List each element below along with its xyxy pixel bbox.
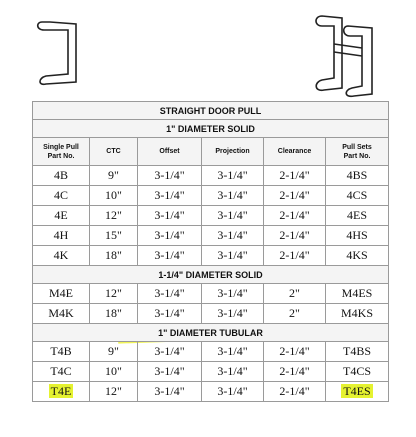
table-cell: 10" <box>90 186 138 206</box>
table-title: STRAIGHT DOOR PULL <box>33 102 389 120</box>
door-pull-spec-table <box>32 101 389 402</box>
table-cell: 3-1/4" <box>202 304 264 324</box>
table-cell: M4KS <box>326 304 389 324</box>
table-cell: 4H <box>33 226 90 246</box>
table-cell: 12" <box>90 284 138 304</box>
table-cell: 2-1/4" <box>264 206 326 226</box>
table-row <box>33 284 389 304</box>
table-cell: T4C <box>33 362 90 382</box>
table-cell: 9" <box>90 166 138 186</box>
table-cell: 3-1/4" <box>138 166 202 186</box>
table-cell: 3-1/4" <box>138 382 202 402</box>
table-cell: 4CS <box>326 186 389 206</box>
table-cell: 4ES <box>326 206 389 226</box>
table-cell: T4CS <box>326 362 389 382</box>
table-cell: 15" <box>90 226 138 246</box>
table-row <box>33 342 389 362</box>
table-cell: M4K <box>33 304 90 324</box>
table-cell: 3-1/4" <box>202 166 264 186</box>
table-cell: 2-1/4" <box>264 186 326 206</box>
column-header-row <box>33 138 389 166</box>
table-cell: 3-1/4" <box>202 206 264 226</box>
table-cell: 3-1/4" <box>202 246 264 266</box>
table-cell: 12" <box>90 206 138 226</box>
single-pull-illustration <box>28 12 88 92</box>
table-row <box>33 382 389 402</box>
section-heading: 1" DIAMETER TUBULAR <box>33 324 389 342</box>
table-cell: 18" <box>90 246 138 266</box>
table-cell: 3-1/4" <box>138 206 202 226</box>
table-cell: M4ES <box>326 284 389 304</box>
table-cell: 9" <box>90 342 138 362</box>
table-cell: 18" <box>90 304 138 324</box>
column-header: Clearance <box>264 138 326 166</box>
table-row <box>33 226 389 246</box>
table-cell: 3-1/4" <box>138 284 202 304</box>
table-cell: 4C <box>33 186 90 206</box>
table-cell: T4ES <box>326 382 389 402</box>
table-row <box>33 246 389 266</box>
table-cell: M4E <box>33 284 90 304</box>
table-cell: 2-1/4" <box>264 382 326 402</box>
table-cell: 2-1/4" <box>264 342 326 362</box>
table-cell: 3-1/4" <box>202 382 264 402</box>
column-header: CTC <box>90 138 138 166</box>
table-cell: 2-1/4" <box>264 226 326 246</box>
table-cell: 3-1/4" <box>138 246 202 266</box>
table-cell: 2" <box>264 284 326 304</box>
column-header: Offset <box>138 138 202 166</box>
table-cell: 4K <box>33 246 90 266</box>
table-row <box>33 362 389 382</box>
table-cell: 2-1/4" <box>264 362 326 382</box>
table-cell: 10" <box>90 362 138 382</box>
section-heading-row <box>33 324 389 342</box>
table-cell: 3-1/4" <box>202 226 264 246</box>
table-row <box>33 186 389 206</box>
section-heading: 1" DIAMETER SOLID <box>33 120 389 138</box>
table-cell: 4HS <box>326 226 389 246</box>
table-cell: 3-1/4" <box>138 342 202 362</box>
table-cell: 3-1/4" <box>138 362 202 382</box>
table-title-row <box>33 102 389 120</box>
table-cell: 4B <box>33 166 90 186</box>
table-cell: 3-1/4" <box>138 226 202 246</box>
table-cell: 4KS <box>326 246 389 266</box>
table-cell: 2-1/4" <box>264 166 326 186</box>
table-cell: T4BS <box>326 342 389 362</box>
table-cell: 4BS <box>326 166 389 186</box>
table-cell: 2-1/4" <box>264 246 326 266</box>
table-row <box>33 206 389 226</box>
table-cell: 3-1/4" <box>202 186 264 206</box>
column-header: Projection <box>202 138 264 166</box>
table-cell: 2" <box>264 304 326 324</box>
column-header: Pull Sets Part No. <box>326 138 389 166</box>
table-cell: T4B <box>33 342 90 362</box>
table-cell: 3-1/4" <box>138 186 202 206</box>
table-cell: 3-1/4" <box>138 304 202 324</box>
column-header: Single Pull Part No. <box>33 138 90 166</box>
table-cell: 4E <box>33 206 90 226</box>
section-heading-row <box>33 266 389 284</box>
table-row <box>33 166 389 186</box>
table-cell: 3-1/4" <box>202 362 264 382</box>
table-cell: T4E <box>33 382 90 402</box>
pull-set-illustration <box>300 8 390 98</box>
table-cell: 12" <box>90 382 138 402</box>
table-cell: 3-1/4" <box>202 342 264 362</box>
section-heading-row <box>33 120 389 138</box>
table-cell: 3-1/4" <box>202 284 264 304</box>
table-row <box>33 304 389 324</box>
section-heading: 1-1/4" DIAMETER SOLID <box>33 266 389 284</box>
